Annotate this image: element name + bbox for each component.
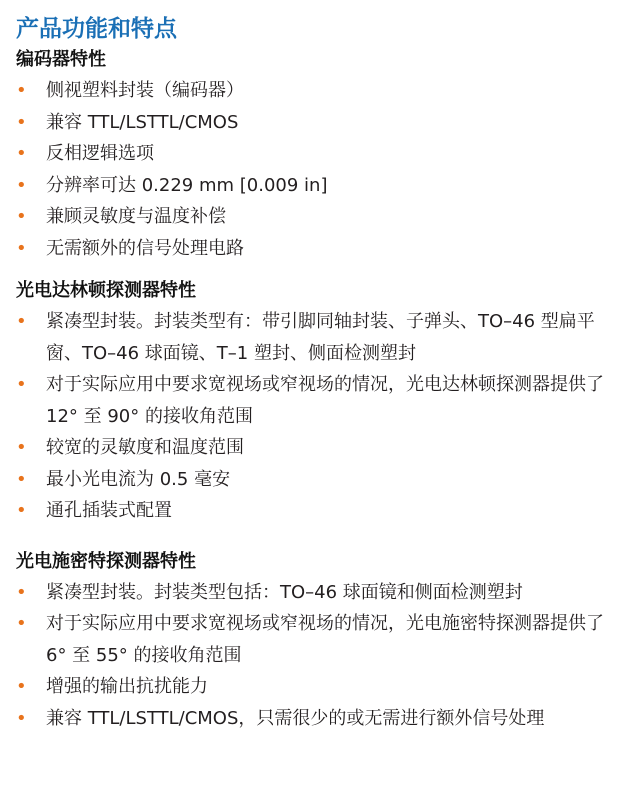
list-item: • 分辨率可达 0.229 mm [0.009 in] xyxy=(16,170,619,202)
list-item: • 紧凑型封装。封装类型有：带引脚同轴封装、子弹头、TO–46 型扁平窗、TO–46 球面镜、T–1 塑封、侧面检测塑封 xyxy=(16,306,619,369)
list-item: • 兼容 TTL/LSTTL/CMOS xyxy=(16,107,619,139)
bullet-list xyxy=(16,577,619,735)
section-photodarlington xyxy=(16,278,619,527)
list-item: • 侧视塑料封装（编码器） xyxy=(16,75,619,107)
list-item: • 兼容 TTL/LSTTL/CMOS，只需很少的或无需进行额外信号处理 xyxy=(16,703,619,735)
bullet-icon: • xyxy=(16,468,27,490)
bullet-icon: • xyxy=(16,707,27,729)
section-heading: 编码器特性 xyxy=(16,49,106,70)
bullet-icon: • xyxy=(16,676,27,697)
list-item: • 反相逻辑选项 xyxy=(16,138,619,170)
bullet-icon: • xyxy=(16,500,27,521)
bullet-icon: • xyxy=(16,237,27,259)
section-encoder xyxy=(16,47,619,264)
list-item: • 对于实际应用中要求宽视场或窄视场的情况，光电达林顿探测器提供了 12° 至 90° 的接收角范围 xyxy=(16,369,619,432)
list-item: • 较宽的灵敏度和温度范围 xyxy=(16,432,619,464)
list-item: • 通孔插装式配置 xyxy=(16,495,619,527)
bullet-icon: • xyxy=(16,311,27,332)
section-photoschmitt xyxy=(16,549,619,735)
bullet-icon: • xyxy=(16,581,27,603)
bullet-list xyxy=(16,306,619,527)
bullet-icon: • xyxy=(16,374,27,395)
bullet-icon: • xyxy=(16,174,27,196)
section-heading: 光电达林顿探测器特性 xyxy=(16,280,196,301)
list-item: • 无需额外的信号处理电路 xyxy=(16,233,619,265)
bullet-icon: • xyxy=(16,111,27,133)
bullet-icon: • xyxy=(16,206,27,227)
bullet-icon: • xyxy=(16,80,27,101)
bullet-list xyxy=(16,75,619,264)
list-item: • 对于实际应用中要求宽视场或窄视场的情况，光电施密特探测器提供了 6° 至 55° 的接收角范围 xyxy=(16,608,619,671)
list-item: • 增强的输出抗扰能力 xyxy=(16,671,619,703)
list-item: • 兼顾灵敏度与温度补偿 xyxy=(16,201,619,233)
list-item: • 紧凑型封装。封装类型包括：TO–46 球面镜和侧面检测塑封 xyxy=(16,577,619,609)
bullet-icon: • xyxy=(16,613,27,634)
list-item: • 最小光电流为 0.5 毫安 xyxy=(16,464,619,496)
section-heading: 光电施密特探测器特性 xyxy=(16,550,196,572)
bullet-icon: • xyxy=(16,437,27,458)
page-title: 产品功能和特点 xyxy=(16,16,177,42)
bullet-icon: • xyxy=(16,143,27,164)
